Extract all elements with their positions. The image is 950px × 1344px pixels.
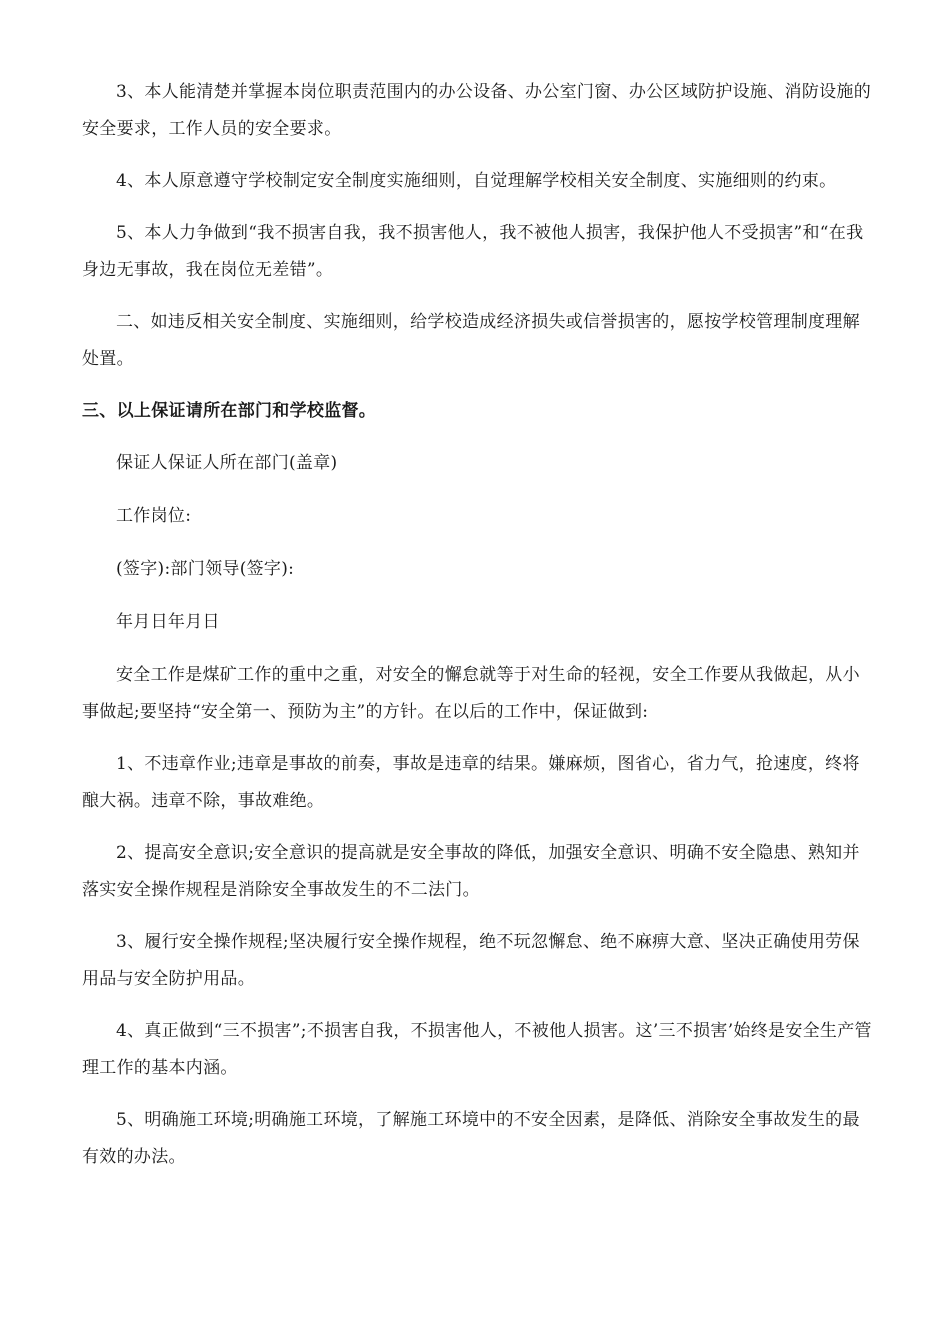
guarantor-department-line: 保证人保证人所在部门(盖章)	[116, 453, 338, 473]
paragraph-item-4: 4、本人原意遵守学校制定安全制度实施细则，自觉理解学校相关安全制度、实施细则的约束。	[116, 171, 837, 191]
safety-intro-paragraph: 安全工作是煤矿工作的重中之重，对安全的懈怠就等于对生命的轻视，安全工作要从我做起，从小事做起;要坚持“安全第一、预防为主”的方针。在以后的工作中，保证做到:	[82, 665, 860, 722]
paragraph-section-3-heading: 三、以上保证请所在部门和学校监督。	[82, 401, 377, 421]
safety-point-2: 2、提高安全意识;安全意识的提高就是安全事故的降低，加强安全意识、明确不安全隐患、熟知并落实安全操作规程是消除安全事故发生的不二法门。	[82, 843, 860, 900]
safety-point-3: 3、履行安全操作规程;坚决履行安全操作规程，绝不玩忽懈怠、绝不麻痹大意、坚决正确使用劳保用品与安全防护用品。	[82, 932, 860, 989]
paragraph-item-3: 3、本人能清楚并掌握本岗位职责范围内的办公设备、办公室门窗、办公区域防护设施、消防设施的安全要求，工作人员的安全要求。	[82, 82, 872, 139]
job-position-line: 工作岗位:	[116, 506, 192, 526]
paragraph-section-2: 二、如违反相关安全制度、实施细则，给学校造成经济损失或信誉损害的，愿按学校管理制度理解处置。	[82, 312, 860, 369]
safety-point-1: 1、不违章作业;违章是事故的前奏，事故是违章的结果。嫌麻烦，图省心，省力气，抢速度，终将酿大祸。违章不除，事故难绝。	[82, 754, 860, 811]
document-body	[82, 74, 872, 1191]
signature-line: (签字):部门领导(签字):	[116, 559, 295, 579]
paragraph-item-5: 5、本人力争做到“我不损害自我，我不损害他人，我不被他人损害，我保护他人不受损害”和“在我身边无事故，我在岗位无差错”。	[82, 223, 864, 280]
safety-point-5: 5、明确施工环境;明确施工环境，了解施工环境中的不安全因素，是降低、消除安全事故发生的最有效的办法。	[82, 1110, 860, 1167]
date-line: 年月日年月日	[116, 612, 220, 632]
safety-point-4: 4、真正做到“三不损害”;不损害自我，不损害他人，不被他人损害。这’三不损害’始终是安全生产管理工作的基本内涵。	[82, 1021, 872, 1078]
